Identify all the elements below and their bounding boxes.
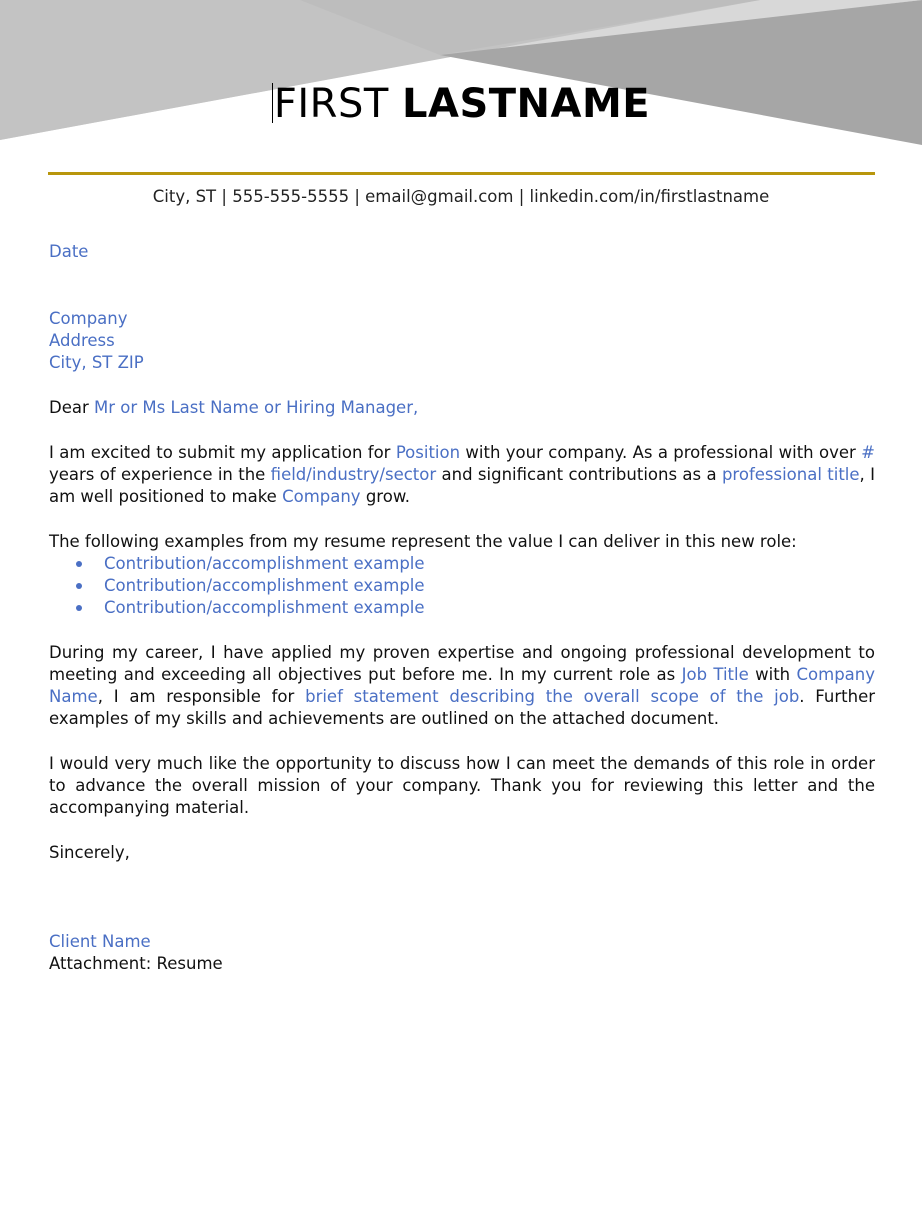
contact-city: City, ST	[152, 187, 217, 206]
list-item	[49, 553, 875, 575]
para3-text: . Further examples of my skills and achievements are outlined on the attached document.	[49, 687, 875, 728]
contact-separator: |	[221, 187, 227, 206]
para1-text: years of experience in the	[49, 465, 271, 484]
example-text: Contribution/accomplishment example	[104, 576, 425, 595]
signature-block	[49, 931, 875, 975]
applicant-name[interactable]	[0, 80, 922, 128]
example-text: Contribution/accomplishment example	[104, 598, 425, 617]
para1-text: I am excited to submit my application for	[49, 443, 396, 462]
para1-field: field/industry/sector	[270, 465, 437, 484]
first-name: FIRST	[273, 81, 389, 127]
header-divider	[48, 172, 875, 175]
examples-intro: The following examples from my resume represent the value I can deliver in this new role:	[49, 532, 797, 551]
bullet-icon	[76, 583, 82, 589]
recipient-block	[49, 308, 875, 374]
last-name: LASTNAME	[402, 81, 651, 127]
list-item	[49, 575, 875, 597]
letter-date: Date	[49, 242, 89, 261]
recipient-address: Address	[49, 331, 115, 350]
closing: Sincerely,	[49, 843, 130, 862]
attachment-note: Attachment: Resume	[49, 954, 223, 973]
contact-separator: |	[354, 187, 360, 206]
paragraph-intro	[49, 442, 875, 508]
para3-text: , I am responsible for	[97, 687, 306, 706]
bullet-icon	[76, 605, 82, 611]
text-cursor	[272, 83, 273, 123]
para1-text: with your company. As a professional with over	[460, 443, 862, 462]
para3-text: During my career, I have applied my proven expertise and ongoing professional development to meeting and exceeding all objectives put before me. In my current role as	[49, 643, 875, 684]
para1-title: professional title	[721, 465, 860, 484]
contact-line	[0, 186, 922, 208]
contact-separator: |	[518, 187, 525, 206]
contact-phone: 555-555-5555	[232, 187, 350, 206]
examples-section	[49, 531, 875, 619]
para1-position: Position	[395, 443, 461, 462]
salutation	[49, 397, 875, 419]
salutation-prefix: Dear	[49, 398, 94, 417]
signature-name: Client Name	[49, 932, 151, 951]
para1-years: #	[861, 443, 875, 462]
para3-scope: brief statement describing the overall scope of the job	[305, 687, 800, 706]
paragraph-closing: I would very much like the opportunity to discuss how I can meet the demands of this role in order to advance the overall mission of your company. Thank you for reviewing this letter and the accompanying material.	[49, 754, 875, 817]
paragraph-career	[49, 642, 875, 730]
examples-list	[49, 553, 875, 619]
para3-text: with	[748, 665, 797, 684]
para1-text: , I am well positioned to make	[49, 465, 876, 506]
bullet-icon	[76, 561, 82, 567]
contact-email: email@gmail.com	[365, 187, 514, 206]
recipient-city-zip: City, ST ZIP	[49, 353, 144, 372]
para1-text: grow.	[360, 487, 411, 506]
para3-job-title: Job Title	[681, 665, 749, 684]
para3-company-name: Company Name	[49, 665, 875, 706]
para1-text: and significant contributions as a	[436, 465, 722, 484]
example-text: Contribution/accomplishment example	[104, 554, 425, 573]
list-item	[49, 597, 875, 619]
salutation-name: Mr or Ms Last Name or Hiring Manager,	[94, 398, 419, 417]
contact-linkedin: linkedin.com/in/firstlastname	[529, 187, 770, 206]
recipient-company: Company	[49, 309, 128, 328]
para1-company: Company	[282, 487, 361, 506]
